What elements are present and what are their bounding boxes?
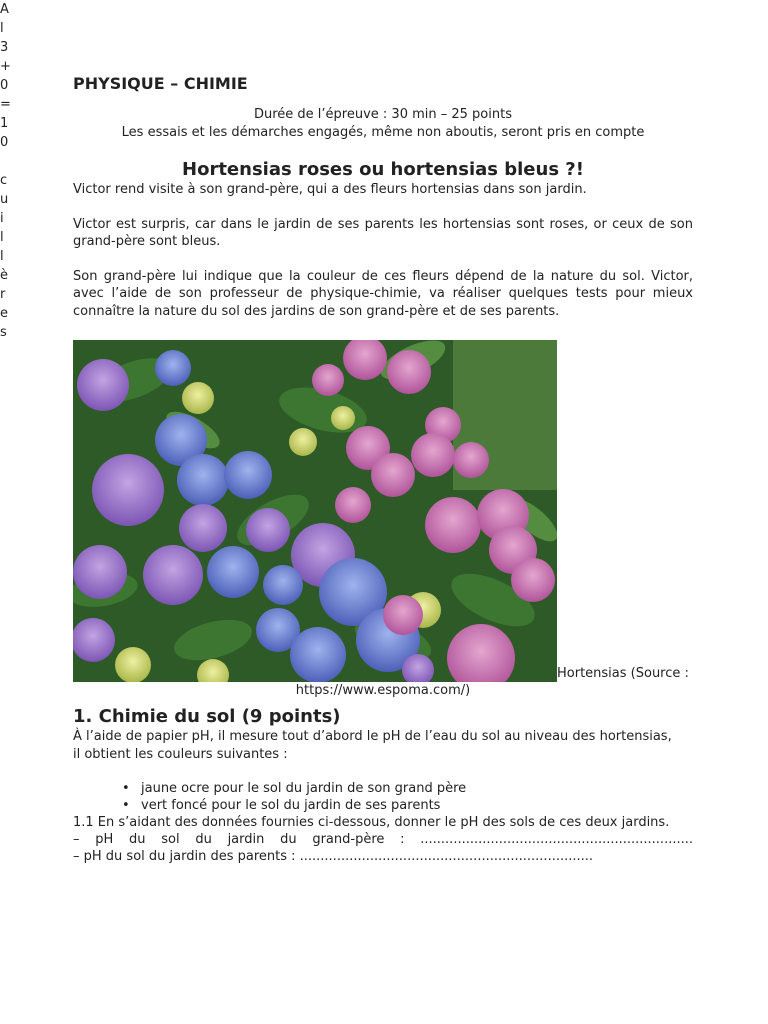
document-page: [73, 74, 693, 865]
figure-caption: Hortensias (Source :: [557, 666, 689, 681]
question-1-1: 1.1 En s’aidant des données fournies ci-dessous, donner le pH des sols de ces deux jardins.: [73, 815, 670, 830]
paragraph-1: Victor rend visite à son grand-père, qui a des fleurs hortensias dans son jardin.: [73, 182, 587, 197]
hydrangea-photo: [73, 340, 557, 682]
list-item: • jaune ocre pour le sol du jardin de son grand père: [141, 780, 693, 797]
exam-note: Les essais et les démarches engagés, même non aboutis, seront pris en compte: [121, 125, 645, 140]
results-list: [73, 780, 693, 814]
subject-heading: PHYSIQUE – CHIMIE: [73, 74, 248, 93]
answer-line-grandfather[interactable]: – pH du sol du jardin du grand-père : ..................................................................: [73, 832, 693, 847]
figure: [73, 340, 693, 699]
section-heading: 1. Chimie du sol (9 points): [73, 706, 341, 727]
paragraph-3: Son grand-père lui indique que la couleur de ces fleurs dépend de la nature du sol. Victor, avec l’aide de son professeur de physique-chimie, va réaliser quelques tests pour mieux connaître la nature du sol des jardins de son grand-père et de ses parents.: [73, 268, 693, 319]
section-intro: À l’aide de papier pH, il mesure tout d’abord le pH de l’eau du sol au niveau des hortensias,: [73, 729, 672, 744]
document-title: Hortensias roses ou hortensias bleus ?!: [182, 159, 584, 180]
vertical-side-text: A l 3 + 0 = 1 0 c u i l l è r e s: [0, 2, 11, 340]
figure-caption-source: https://www.espoma.com/): [295, 683, 471, 698]
exam-duration: Durée de l’épreuve : 30 min – 25 points: [253, 107, 512, 122]
answer-line-parents[interactable]: – pH du sol du jardin des parents : .......................................................................: [73, 849, 594, 864]
list-item: • vert foncé pour le sol du jardin de ses parents: [141, 797, 693, 814]
section-intro-2: il obtient les couleurs suivantes :: [73, 746, 288, 762]
paragraph-2: Victor est surpris, car dans le jardin de ses parents les hortensias sont roses, or ceux de son grand-père sont bleus.: [73, 216, 693, 249]
